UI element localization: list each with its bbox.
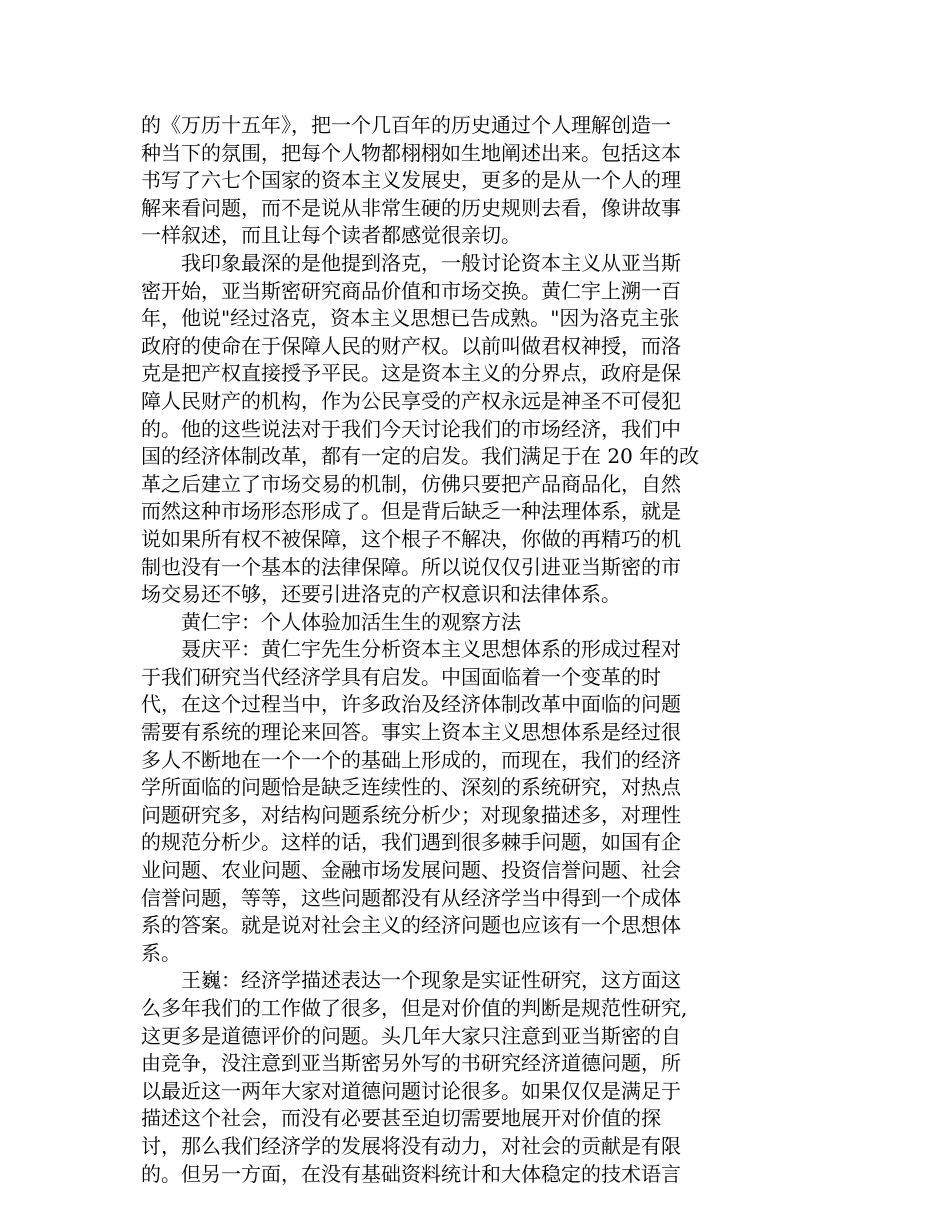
text-line: 的规范分析少。这样的话，我们遇到很多棘手问题，如国有企 [141, 830, 681, 855]
text-line: 场交易还不够，还要引进洛克的产权意识和法律体系。 [141, 582, 621, 607]
text-line: 业问题、农业问题、金融市场发展问题、投资信誉问题、社会 [141, 858, 681, 883]
text-line: 而然这种市场形态形成了。但是背后缺乏一种法理体系，就是 [141, 499, 681, 524]
text-line: 的。但另一方面，在没有基础资料统计和大体稳定的技术语言 [141, 1161, 681, 1186]
text-line: 我印象最深的是他提到洛克，一般讨论资本主义从亚当斯 [141, 250, 681, 275]
text-line: 政府的使命在于保障人民的财产权。以前叫做君权神授，而洛 [141, 333, 681, 358]
text-line: 克是把产权直接授予平民。这是资本主义的分界点，政府是保 [141, 361, 681, 386]
text-line: 说如果所有权不被保障，这个根子不解决，你做的再精巧的机 [141, 526, 681, 551]
text-line: 年，他说"经过洛克，资本主义思想已告成熟。"因为洛克主张 [141, 306, 680, 331]
text-line: 问题研究多，对结构问题系统分析少；对现象描述多，对理性 [141, 802, 681, 827]
text-line: 国的经济体制改革，都有一定的启发。我们满足于在 20 年的改 [141, 444, 700, 469]
text-line: 么多年我们的工作做了很多，但是对价值的判断是规范性研究, [141, 996, 688, 1020]
text-line: 这更多是道德评价的问题。头几年大家只注意到亚当斯密的自 [141, 1023, 681, 1048]
text-line: 密开始，亚当斯密研究商品价值和市场交换。黄仁宇上溯一百 [141, 278, 681, 303]
text-line: 需要有系统的理论来回答。事实上资本主义思想体系是经过很 [141, 720, 681, 745]
text-line: 障人民财产的机构，作为公民享受的产权永远是神圣不可侵犯 [141, 388, 681, 413]
text-line: 学所面临的问题恰是缺乏连续性的、深刻的系统研究，对热点 [141, 775, 681, 800]
text-line: 信誉问题，等等，这些问题都没有从经济学当中得到一个成体 [141, 885, 681, 910]
text-line: 系。 [141, 940, 181, 965]
body-text [141, 112, 741, 1188]
text-line: 系的答案。就是说对社会主义的经济问题也应该有一个思想体 [141, 913, 681, 938]
text-line: 制也没有一个基本的法律保障。所以说仅仅引进亚当斯密的市 [141, 554, 681, 579]
text-line: 种当下的氛围，把每个人物都栩栩如生地阐述出来。包括这本 [141, 140, 681, 165]
text-line: 多人不断地在一个一个的基础上形成的，而现在，我们的经济 [141, 747, 681, 772]
text-line: 代，在这个过程当中，许多政治及经济体制改革中面临的问题 [141, 692, 681, 717]
text-line: 描述这个社会，而没有必要甚至迫切需要地展开对价值的探 [141, 1106, 661, 1131]
text-line: 于我们研究当代经济学具有启发。中国面临着一个变革的时 [141, 664, 661, 689]
text-line: 的《万历十五年》，把一个几百年的历史通过个人理解创造一 [141, 113, 671, 137]
text-line: 由竞争，没注意到亚当斯密另外写的书研究经济道德问题，所 [141, 1051, 681, 1076]
text-line: 解来看问题，而不是说从非常生硬的历史规则去看，像讲故事 [141, 195, 681, 220]
section-heading: 黄仁宇：个人体验加活生生的观察方法 [141, 609, 521, 634]
text-line: 一样叙述，而且让每个读者都感觉很亲切。 [141, 223, 521, 248]
text-line: 讨，那么我们经济学的发展将没有动力，对社会的贡献是有限 [141, 1133, 681, 1158]
text-line: 聂庆平：黄仁宇先生分析资本主义思想体系的形成过程对 [141, 637, 681, 662]
text-line: 王巍：经济学描述表达一个现象是实证性研究，这方面这 [141, 968, 681, 993]
text-line: 以最近这一两年大家对道德问题讨论很多。如果仅仅是满足于 [141, 1078, 681, 1103]
text-line: 书写了六七个国家的资本主义发展史，更多的是从一个人的理 [141, 168, 681, 193]
text-line: 的。他的这些说法对于我们今天讨论我们的市场经济，我们中 [141, 416, 681, 441]
text-line: 革之后建立了市场交易的机制，仿佛只要把产品商品化，自然 [141, 471, 681, 496]
